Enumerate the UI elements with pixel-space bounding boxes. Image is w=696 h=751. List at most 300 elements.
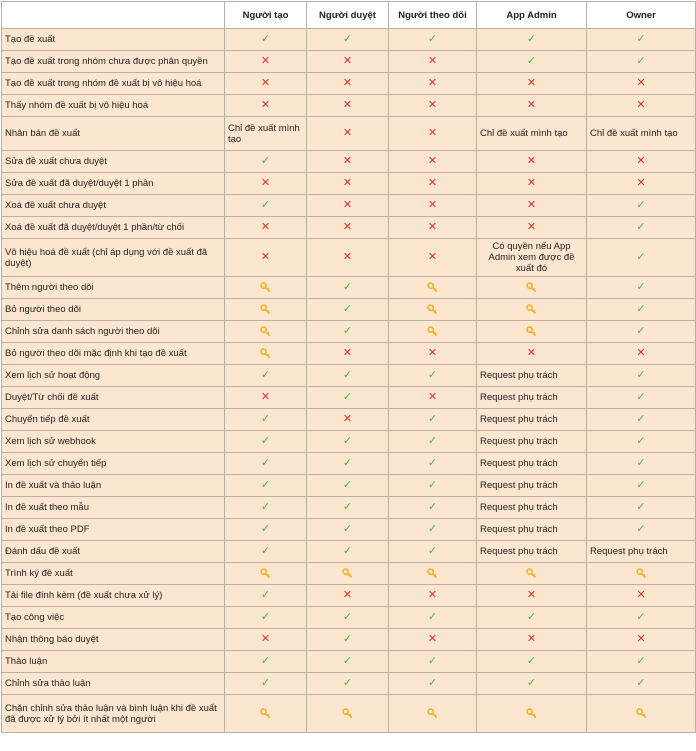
cross-icon: ✕ — [427, 589, 438, 601]
permission-cell — [477, 277, 587, 299]
check-icon: ✓ — [260, 435, 271, 447]
permission-cell — [307, 497, 389, 519]
check-icon: ✓ — [260, 33, 271, 45]
cross-icon: ✕ — [342, 347, 353, 359]
permission-cell — [225, 365, 307, 387]
permission-cell — [477, 299, 587, 321]
check-icon: ✓ — [636, 221, 646, 233]
check-icon: ✓ — [260, 155, 271, 167]
table-row — [2, 497, 696, 519]
permission-cell — [307, 475, 389, 497]
key-icon — [526, 708, 537, 719]
cross-icon: ✕ — [526, 77, 537, 89]
check-icon: ✓ — [526, 33, 537, 45]
cross-icon: ✕ — [427, 251, 438, 263]
cross-icon: ✕ — [526, 155, 537, 167]
key-icon — [260, 568, 271, 579]
permission-cell — [307, 409, 389, 431]
cross-icon: ✕ — [427, 633, 438, 645]
cross-icon: ✕ — [526, 221, 537, 233]
check-icon: ✓ — [260, 413, 271, 425]
feature-label: Xem lịch sử chuyển tiếp — [2, 453, 225, 475]
cross-icon: ✕ — [636, 77, 646, 89]
check-icon: ✓ — [636, 655, 646, 667]
permission-cell — [225, 387, 307, 409]
permission-cell — [225, 607, 307, 629]
check-icon: ✓ — [342, 677, 353, 689]
check-icon: ✓ — [427, 457, 438, 469]
permission-cell — [307, 117, 389, 151]
cross-icon: ✕ — [427, 55, 438, 67]
cross-icon: ✕ — [342, 155, 353, 167]
permission-cell — [587, 563, 696, 585]
permission-cell — [477, 651, 587, 673]
permission-cell — [477, 607, 587, 629]
permission-cell — [225, 195, 307, 217]
permission-cell — [587, 387, 696, 409]
cross-icon: ✕ — [342, 77, 353, 89]
feature-label: Nhân bản đề xuất — [2, 117, 225, 151]
permission-cell — [587, 299, 696, 321]
permission-cell — [389, 365, 477, 387]
permission-cell — [225, 73, 307, 95]
check-icon: ✓ — [636, 369, 646, 381]
check-icon: ✓ — [636, 501, 646, 513]
feature-label: Chuyển tiếp đề xuất — [2, 409, 225, 431]
feature-label: Tạo công việc — [2, 607, 225, 629]
feature-label: In đề xuất và thảo luận — [2, 475, 225, 497]
permission-cell — [225, 651, 307, 673]
cross-icon: ✕ — [427, 77, 438, 89]
cross-icon: ✕ — [342, 221, 353, 233]
cross-icon: ✕ — [260, 99, 271, 111]
permission-cell — [307, 277, 389, 299]
check-icon: ✓ — [636, 325, 646, 337]
permission-note: Request phụ trách — [477, 453, 587, 475]
permission-note: Request phụ trách — [477, 475, 587, 497]
table-row — [2, 239, 696, 277]
check-icon: ✓ — [260, 501, 271, 513]
permission-cell — [225, 453, 307, 475]
feature-label: In đề xuất theo mẫu — [2, 497, 225, 519]
permission-cell — [307, 299, 389, 321]
permission-cell — [389, 519, 477, 541]
permission-cell — [389, 117, 477, 151]
check-icon: ✓ — [260, 523, 271, 535]
permission-cell — [307, 607, 389, 629]
permission-cell — [225, 173, 307, 195]
permission-cell — [389, 563, 477, 585]
table-row — [2, 563, 696, 585]
permission-cell — [587, 51, 696, 73]
permission-cell — [477, 151, 587, 173]
cross-icon: ✕ — [526, 347, 537, 359]
check-icon: ✓ — [636, 391, 646, 403]
permission-note: Request phụ trách — [477, 409, 587, 431]
permission-cell — [225, 343, 307, 365]
check-icon: ✓ — [526, 611, 537, 623]
key-icon — [260, 304, 271, 315]
permission-cell — [389, 151, 477, 173]
table-row — [2, 695, 696, 733]
check-icon: ✓ — [636, 435, 646, 447]
permission-note: Request phụ trách — [477, 541, 587, 563]
permission-cell — [477, 673, 587, 695]
key-icon — [636, 708, 647, 719]
permission-cell — [307, 95, 389, 117]
table-row — [2, 585, 696, 607]
check-icon: ✓ — [342, 391, 353, 403]
cross-icon: ✕ — [526, 99, 537, 111]
feature-label: Tạo đề xuất trong nhóm chưa được phân quyền — [2, 51, 225, 73]
permission-cell — [389, 195, 477, 217]
permission-cell — [587, 431, 696, 453]
permission-cell — [389, 541, 477, 563]
table-row — [2, 673, 696, 695]
check-icon: ✓ — [342, 435, 353, 447]
permission-cell — [477, 585, 587, 607]
feature-label: Thảo luận — [2, 651, 225, 673]
check-icon: ✓ — [636, 413, 646, 425]
check-icon: ✓ — [342, 501, 353, 513]
permission-cell — [389, 73, 477, 95]
cross-icon: ✕ — [427, 127, 438, 139]
key-icon — [260, 708, 271, 719]
cross-icon: ✕ — [526, 633, 537, 645]
permission-cell — [477, 173, 587, 195]
permission-cell — [225, 217, 307, 239]
cross-icon: ✕ — [427, 199, 438, 211]
permission-cell — [389, 343, 477, 365]
feature-label: Vô hiệu hoá đề xuất (chỉ áp dụng với đề xuất đã duyệt) — [2, 239, 225, 277]
key-icon — [427, 304, 438, 315]
feature-label: Đánh dấu đề xuất — [2, 541, 225, 563]
permission-cell — [307, 239, 389, 277]
key-icon — [636, 568, 647, 579]
table-row — [2, 409, 696, 431]
table-row — [2, 29, 696, 51]
feature-label: Tạo đề xuất — [2, 29, 225, 51]
permission-cell — [225, 239, 307, 277]
check-icon: ✓ — [342, 303, 353, 315]
permission-cell — [587, 475, 696, 497]
key-icon — [260, 348, 271, 359]
permission-cell — [307, 365, 389, 387]
permission-cell — [307, 651, 389, 673]
permission-cell — [477, 95, 587, 117]
check-icon: ✓ — [427, 523, 438, 535]
permission-note: Chỉ đề xuất mình tạo — [587, 117, 696, 151]
check-icon: ✓ — [636, 55, 646, 67]
check-icon: ✓ — [260, 457, 271, 469]
permission-cell — [587, 277, 696, 299]
cross-icon: ✕ — [342, 55, 353, 67]
permission-cell — [307, 51, 389, 73]
key-icon — [427, 708, 438, 719]
check-icon: ✓ — [342, 633, 353, 645]
key-icon — [526, 282, 537, 293]
permission-cell — [477, 195, 587, 217]
cross-icon: ✕ — [427, 99, 438, 111]
permission-cell — [225, 563, 307, 585]
permission-cell — [587, 73, 696, 95]
check-icon: ✓ — [260, 545, 271, 557]
permission-note: Request phụ trách — [477, 519, 587, 541]
check-icon: ✓ — [636, 457, 646, 469]
header-owner: Owner — [587, 2, 696, 29]
table-row — [2, 519, 696, 541]
check-icon: ✓ — [260, 479, 271, 491]
permission-cell — [477, 343, 587, 365]
check-icon: ✓ — [427, 545, 438, 557]
feature-label: Thấy nhóm đề xuất bị vô hiệu hoá — [2, 95, 225, 117]
permission-cell — [587, 651, 696, 673]
check-icon: ✓ — [427, 479, 438, 491]
permission-cell — [587, 585, 696, 607]
permission-cell — [477, 51, 587, 73]
check-icon: ✓ — [260, 655, 271, 667]
permission-note: Có quyền nếu App Admin xem được đề xuất đó — [477, 239, 587, 277]
feature-label: Chỉnh sửa danh sách người theo dõi — [2, 321, 225, 343]
feature-label: Tạo đề xuất trong nhóm đề xuất bị vô hiệu hoá — [2, 73, 225, 95]
header-nguoi-duyet: Người duyệt — [307, 2, 389, 29]
table-row — [2, 277, 696, 299]
permission-cell — [587, 629, 696, 651]
permission-cell — [307, 343, 389, 365]
cross-icon: ✕ — [427, 347, 438, 359]
permission-cell — [587, 29, 696, 51]
table-row — [2, 629, 696, 651]
cross-icon: ✕ — [526, 589, 537, 601]
check-icon: ✓ — [342, 611, 353, 623]
cross-icon: ✕ — [260, 251, 271, 263]
check-icon: ✓ — [636, 523, 646, 535]
permission-cell — [477, 629, 587, 651]
permission-cell — [225, 409, 307, 431]
permission-cell — [477, 29, 587, 51]
table-row — [2, 217, 696, 239]
permission-cell — [587, 497, 696, 519]
permission-cell — [587, 607, 696, 629]
permission-cell — [307, 629, 389, 651]
permission-cell — [587, 95, 696, 117]
feature-label: Duyệt/Từ chối đề xuất — [2, 387, 225, 409]
check-icon: ✓ — [636, 677, 646, 689]
permission-cell — [225, 51, 307, 73]
check-icon: ✓ — [636, 303, 646, 315]
check-icon: ✓ — [427, 435, 438, 447]
check-icon: ✓ — [427, 413, 438, 425]
cross-icon: ✕ — [260, 77, 271, 89]
feature-label: Thêm người theo dõi — [2, 277, 225, 299]
table-row — [2, 151, 696, 173]
permission-cell — [225, 277, 307, 299]
permission-cell — [225, 541, 307, 563]
table-row — [2, 51, 696, 73]
header-nguoi-theo-doi: Người theo dõi — [389, 2, 477, 29]
key-icon — [427, 568, 438, 579]
check-icon: ✓ — [342, 457, 353, 469]
permission-cell — [389, 173, 477, 195]
feature-label: Bỏ người theo dõi — [2, 299, 225, 321]
key-icon — [260, 326, 271, 337]
check-icon: ✓ — [427, 501, 438, 513]
table-row — [2, 607, 696, 629]
permission-cell — [389, 453, 477, 475]
check-icon: ✓ — [342, 655, 353, 667]
permission-cell — [225, 519, 307, 541]
permission-cell — [225, 475, 307, 497]
check-icon: ✓ — [526, 55, 537, 67]
permission-cell — [225, 695, 307, 733]
cross-icon: ✕ — [342, 99, 353, 111]
check-icon: ✓ — [636, 611, 646, 623]
permission-cell — [389, 387, 477, 409]
table-row — [2, 475, 696, 497]
check-icon: ✓ — [636, 281, 646, 293]
table-row — [2, 365, 696, 387]
cross-icon: ✕ — [342, 177, 353, 189]
check-icon: ✓ — [342, 369, 353, 381]
permission-cell — [389, 217, 477, 239]
feature-label: Nhận thông báo duyệt — [2, 629, 225, 651]
table-row — [2, 299, 696, 321]
cross-icon: ✕ — [636, 155, 646, 167]
header-nguoi-tao: Người tạo — [225, 2, 307, 29]
permission-cell — [225, 629, 307, 651]
feature-label: Xem lịch sử webhook — [2, 431, 225, 453]
permission-cell — [307, 387, 389, 409]
check-icon: ✓ — [342, 325, 353, 337]
permission-cell — [477, 73, 587, 95]
permission-cell — [389, 277, 477, 299]
permission-cell — [307, 29, 389, 51]
check-icon: ✓ — [427, 33, 438, 45]
table-row — [2, 321, 696, 343]
permission-cell — [307, 321, 389, 343]
permission-cell — [225, 95, 307, 117]
check-icon: ✓ — [260, 677, 271, 689]
cross-icon: ✕ — [260, 177, 271, 189]
permission-cell — [225, 431, 307, 453]
cross-icon: ✕ — [342, 199, 353, 211]
key-icon — [342, 708, 353, 719]
feature-label: Xoá đề xuất đã duyệt/duyệt 1 phần/từ chối — [2, 217, 225, 239]
permission-cell — [389, 299, 477, 321]
permission-cell — [225, 673, 307, 695]
cross-icon: ✕ — [427, 177, 438, 189]
table-row — [2, 541, 696, 563]
permission-cell — [389, 431, 477, 453]
permission-note: Request phụ trách — [477, 431, 587, 453]
permission-cell — [307, 585, 389, 607]
cross-icon: ✕ — [636, 347, 646, 359]
permission-cell — [587, 195, 696, 217]
permission-cell — [389, 95, 477, 117]
permission-cell — [587, 453, 696, 475]
permission-note: Chỉ đề xuất mình tạo — [225, 117, 307, 151]
permission-cell — [587, 673, 696, 695]
table-row — [2, 195, 696, 217]
check-icon: ✓ — [342, 33, 353, 45]
permissions-table — [1, 1, 696, 733]
permission-cell — [389, 321, 477, 343]
check-icon: ✓ — [260, 589, 271, 601]
key-icon — [342, 568, 353, 579]
permission-cell — [389, 651, 477, 673]
feature-label: Trình ký đề xuất — [2, 563, 225, 585]
permission-cell — [307, 195, 389, 217]
feature-label: Bỏ người theo dõi mặc định khi tạo đề xuất — [2, 343, 225, 365]
check-icon: ✓ — [427, 369, 438, 381]
permission-cell — [307, 673, 389, 695]
cross-icon: ✕ — [342, 413, 353, 425]
cross-icon: ✕ — [636, 589, 646, 601]
table-row — [2, 431, 696, 453]
feature-label: Chặn chỉnh sửa thảo luận và bình luận khi đề xuất đã được xử lý bởi ít nhất một người — [2, 695, 225, 733]
permission-cell — [307, 453, 389, 475]
permission-cell — [225, 29, 307, 51]
check-icon: ✓ — [260, 611, 271, 623]
check-icon: ✓ — [427, 677, 438, 689]
check-icon: ✓ — [427, 655, 438, 667]
feature-label: Tải file đính kèm (đề xuất chưa xử lý) — [2, 585, 225, 607]
permission-cell — [587, 409, 696, 431]
check-icon: ✓ — [342, 281, 353, 293]
permission-cell — [389, 409, 477, 431]
table-row — [2, 95, 696, 117]
permission-cell — [307, 217, 389, 239]
permission-cell — [477, 217, 587, 239]
table-row — [2, 387, 696, 409]
table-row — [2, 73, 696, 95]
permission-note: Request phụ trách — [587, 541, 696, 563]
permission-cell — [225, 497, 307, 519]
permission-cell — [307, 151, 389, 173]
permission-cell — [225, 151, 307, 173]
permission-note: Request phụ trách — [477, 387, 587, 409]
permission-cell — [307, 173, 389, 195]
check-icon: ✓ — [636, 199, 646, 211]
permission-cell — [307, 563, 389, 585]
table-row — [2, 173, 696, 195]
cross-icon: ✕ — [342, 589, 353, 601]
permission-cell — [307, 431, 389, 453]
check-icon: ✓ — [636, 251, 646, 263]
permission-cell — [307, 541, 389, 563]
feature-label: In đề xuất theo PDF — [2, 519, 225, 541]
key-icon — [526, 304, 537, 315]
permission-cell — [587, 695, 696, 733]
permission-cell — [389, 607, 477, 629]
feature-label: Xem lịch sử hoạt động — [2, 365, 225, 387]
permission-note: Request phụ trách — [477, 365, 587, 387]
cross-icon: ✕ — [342, 251, 353, 263]
permission-cell — [587, 519, 696, 541]
permission-cell — [389, 695, 477, 733]
permission-cell — [587, 173, 696, 195]
check-icon: ✓ — [342, 479, 353, 491]
check-icon: ✓ — [636, 479, 646, 491]
check-icon: ✓ — [342, 523, 353, 535]
permission-cell — [587, 343, 696, 365]
cross-icon: ✕ — [526, 177, 537, 189]
cross-icon: ✕ — [427, 221, 438, 233]
permission-note: Chỉ đề xuất mình tạo — [477, 117, 587, 151]
permission-cell — [307, 695, 389, 733]
key-icon — [526, 568, 537, 579]
permission-cell — [389, 497, 477, 519]
